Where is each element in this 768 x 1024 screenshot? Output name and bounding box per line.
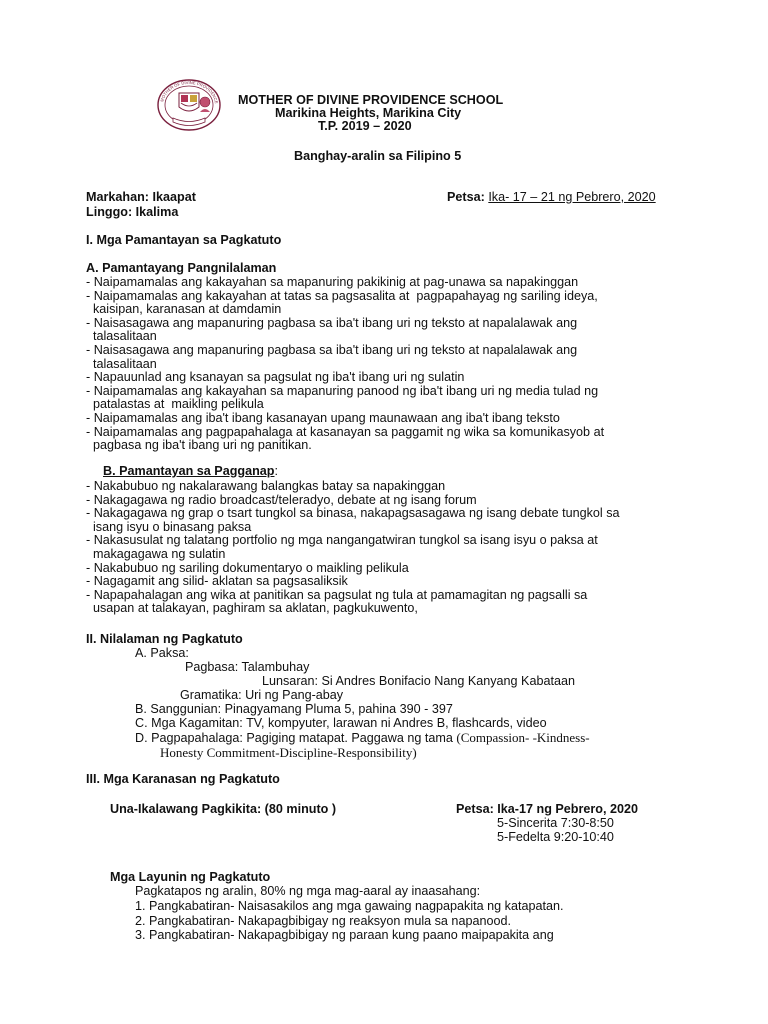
list-item: - Nakasusulat ng talatang portfolio ng mga nangangatwiran tungkol sa isang isyu o paksa at <box>86 533 598 548</box>
pagkikita-line: Una-Ikalawang Pagkikita: (80 minuto ) <box>110 802 337 816</box>
list-item: usapan at talakayan, paghiram sa aklatan, pagkukuwento, <box>86 601 418 616</box>
schedule-sincerita: 5-Sincerita 7:30-8:50 <box>497 816 614 830</box>
values-line-2: Honesty Commitment-Discipline-Responsibility) <box>160 745 417 760</box>
list-item: - Nakabubuo ng sariling dokumentaryo o maikling pelikula <box>86 560 409 575</box>
layunin-intro: Pagkatapos ng aralin, 80% ng mga mag-aaral ay inaasahang: <box>135 884 481 898</box>
paksa-label: A. Paksa: <box>135 646 189 660</box>
list-item: - Nakagagawa ng radio broadcast/teleradyo, debate at ng isang forum <box>86 492 477 507</box>
list-item: 2. Pangkabatiran- Nakapagbibigay ng reaksyon mula sa napanood. <box>135 913 511 928</box>
list-item: - Nakagagawa ng grap o tsart tungkol sa binasa, nakapagsasagawa ng isang debate tungkol sa <box>86 506 620 521</box>
list-item: - Naisasagawa ang mapanuring pagbasa sa iba't ibang uri ng teksto at napalalawak ang <box>86 343 578 357</box>
pagbasa-line: Pagbasa: Talambuhay <box>185 660 310 674</box>
list-item: - Naipamamalas ang kakayahan sa mapanuring panood ng iba't ibang uri ng media tulad ng <box>86 383 599 398</box>
lunsaran-line: Lunsaran: Si Andres Bonifacio Nang Kanyang Kabataan <box>262 674 575 688</box>
list-item: talasalitaan <box>86 356 157 371</box>
pagkikita-petsa: Petsa: Ika-17 ng Pebrero, 2020 <box>456 802 639 816</box>
list-item: pagbasa ng iba't ibang uri ng panitikan. <box>86 438 312 453</box>
pagpapahalaga-line <box>135 731 590 745</box>
list-item: - Napapahalagan ang wika at panitikan sa pagsulat ng tula at pamamagitan ng pagsalli sa <box>86 587 588 602</box>
layunin-title: Mga Layunin ng Pagkatuto <box>110 870 271 884</box>
pagpapahalaga-text: D. Pagpapahalaga: Pagiging matapat. Paggawa ng tama <box>135 731 457 745</box>
list-item: - Naipamamalas ang iba't ibang kasanayan upang maunawaan ang iba't ibang teksto <box>86 411 560 425</box>
list-item: 1. Pangkabatiran- Naisasakilos ang mga gawaing nagpapakita ng katapatan. <box>135 899 564 913</box>
petsa-field <box>447 191 656 204</box>
list-item: - Napauunlad ang ksanayan sa pagsulat ng iba't ibang uri ng sulatin <box>86 370 465 385</box>
markahan-label: Markahan: Ikaapat <box>86 190 196 204</box>
school-seal-logo <box>155 78 223 132</box>
list-item: patalastas at maikling pelikula <box>86 397 264 412</box>
list-item: - Naipamamalas ang kakayahan at tatas sa pagsasalita at pagpapahayag ng sariling ideya, <box>86 288 598 303</box>
school-address: Marikina Heights, Marikina City <box>275 106 462 120</box>
gramatika-line: Gramatika: Uri ng Pang-abay <box>180 688 344 702</box>
svg-text:MOTHER OF DIVINE PROVIDENCE SC: MOTHER OF DIVINE PROVIDENCE <box>159 79 219 104</box>
petsa-label: Petsa: <box>447 190 485 204</box>
school-name: MOTHER OF DIVINE PROVIDENCE SCHOOL <box>238 93 504 107</box>
list-item: isang isyu o binasang paksa <box>86 519 252 534</box>
section-1a-title: A. Pamantayang Pangnilalaman <box>86 261 277 275</box>
list-item: kaisipan, karanasan at damdamin <box>86 302 282 317</box>
list-item: - Naisasagawa ang mapanuring pagbasa sa iba't ibang uri ng teksto at napalalawak ang <box>86 315 578 330</box>
kagamitan-line: C. Mga Kagamitan: TV, kompyuter, larawan ni Andres B, flashcards, video <box>135 716 547 730</box>
values-line-1: (Compassion- -Kindness- <box>456 730 590 745</box>
list-item: makagagawa ng sulatin <box>86 547 226 561</box>
linggo-label: Linggo: Ikalima <box>86 205 179 219</box>
list-item: talasalitaan <box>86 329 157 344</box>
sanggunian-line: B. Sanggunian: Pinagyamang Pluma 5, pahina 390 - 397 <box>135 702 453 716</box>
section-2-title: II. Nilalaman ng Pagkatuto <box>86 632 243 646</box>
list-item: - Naipamamalas ang pagpapahalaga at kasanayan sa paggamit ng wika sa komunikasyob at <box>86 424 605 439</box>
schedule-fedelta: 5-Fedelta 9:20-10:40 <box>497 830 614 844</box>
section-3-title: III. Mga Karanasan ng Pagkatuto <box>86 772 280 786</box>
list-item: - Nagagamit ang silid- aklatan sa pagsasaliksik <box>86 574 348 589</box>
section-1-title: I. Mga Pamantayan sa Pagkatuto <box>86 233 282 247</box>
petsa-value: Ika- 17 – 21 ng Pebrero, 2020 <box>488 190 656 204</box>
section-1b-title-wrap <box>103 465 278 478</box>
section-1b-title: B. Pamantayan sa Pagganap <box>103 464 275 478</box>
school-year: T.P. 2019 – 2020 <box>318 119 412 133</box>
document-title: Banghay-aralin sa Filipino 5 <box>294 149 462 163</box>
list-item: - Nakabubuo ng nakalarawang balangkas batay sa napakinggan <box>86 479 446 493</box>
list-item: 3. Pangkabatiran- Nakapagbibigay ng paraan kung paano maipapakita ang <box>135 928 554 942</box>
list-item: - Naipamamalas ang kakayahan sa mapanuring pakikinig at pag-unawa sa napakinggan <box>86 275 579 289</box>
section-1b-colon: : <box>274 464 278 478</box>
